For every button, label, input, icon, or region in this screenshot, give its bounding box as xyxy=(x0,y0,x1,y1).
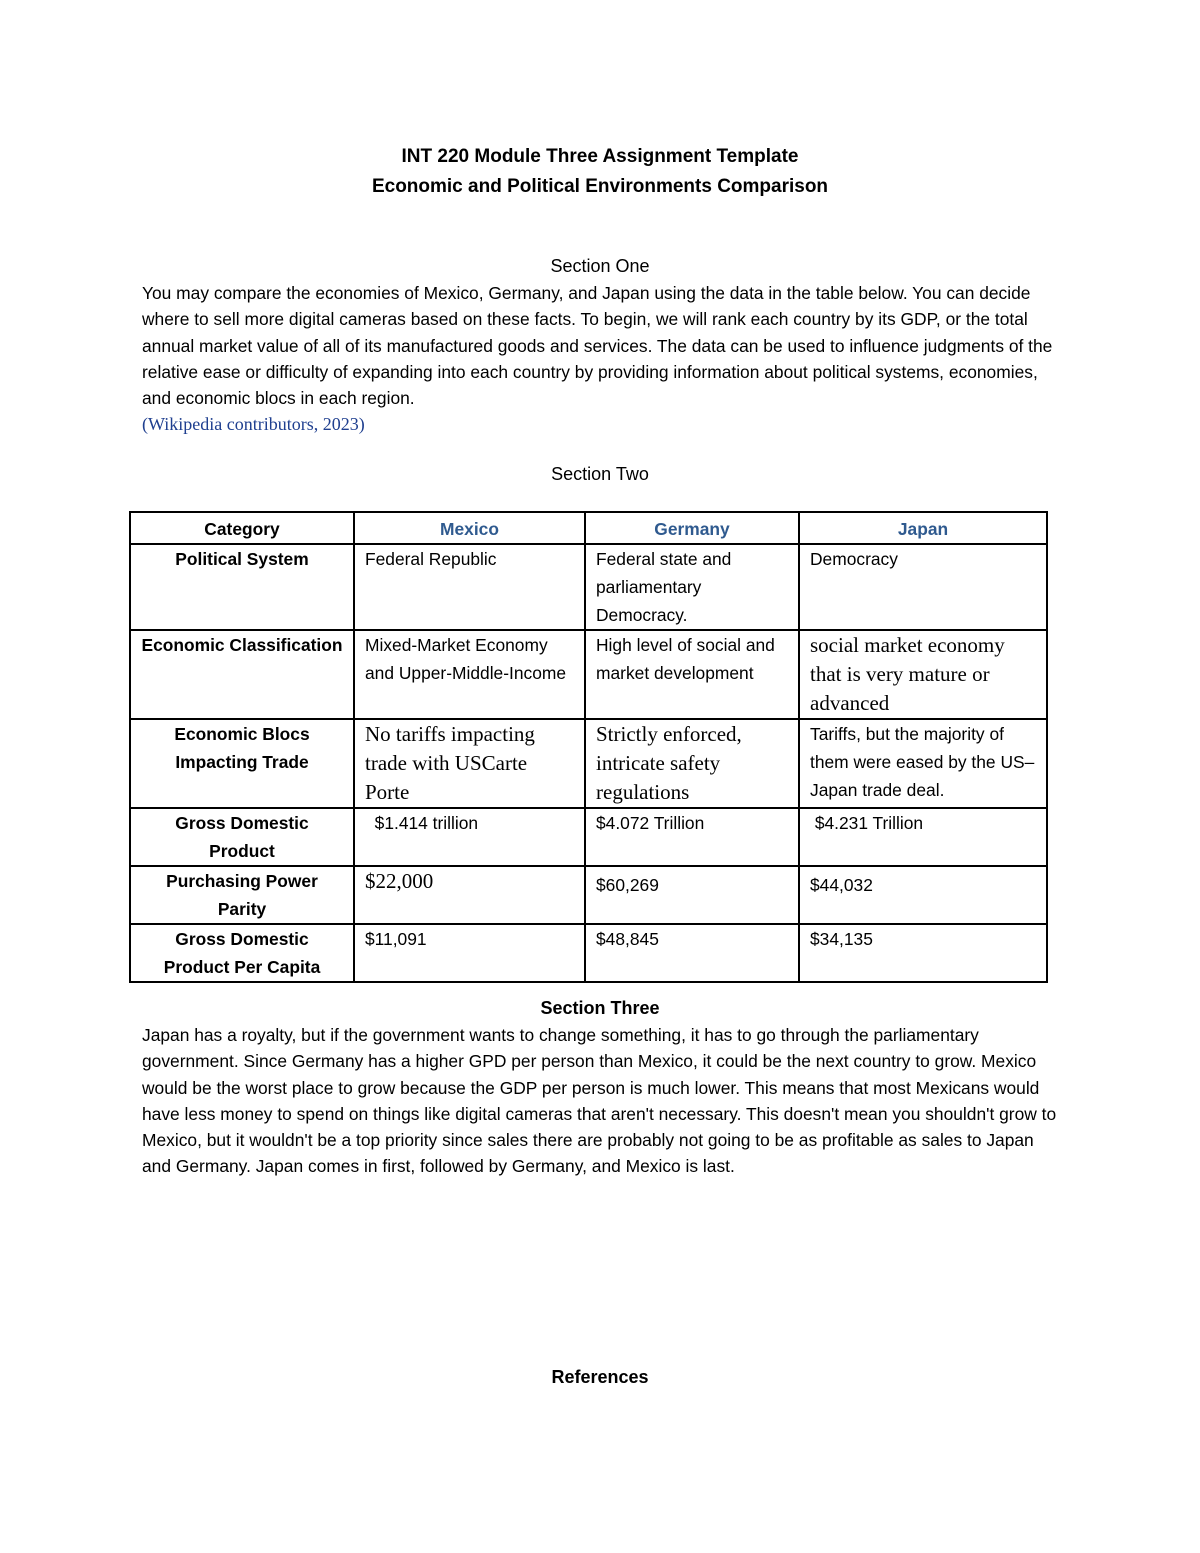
cell-mexico: Mixed-Market Economy and Upper-Middle-Income xyxy=(354,630,585,719)
cell-germany: $4.072 Trillion xyxy=(585,808,799,866)
cell-germany: Federal state and parliamentary Democracy. xyxy=(585,544,799,630)
cell-japan: Tariffs, but the majority of them were eased by the US–Japan trade deal. xyxy=(799,719,1047,808)
table-row xyxy=(130,630,1047,719)
cell-mexico: $11,091 xyxy=(354,924,585,982)
citation-link[interactable]: (Wikipedia contributors, 2023) xyxy=(142,414,365,435)
cell-japan: Democracy xyxy=(799,544,1047,630)
row-category: Economic Blocs Impacting Trade xyxy=(130,719,354,808)
section-two-heading: Section Two xyxy=(551,464,649,484)
cell-germany: $48,845 xyxy=(585,924,799,982)
header-germany: Germany xyxy=(585,512,799,544)
references-heading: References xyxy=(551,1367,649,1387)
row-category: Economic Classification xyxy=(130,630,354,719)
row-category: Gross Domestic Product xyxy=(130,808,354,866)
table-header-row xyxy=(130,512,1047,544)
cell-mexico: $1.414 trillion xyxy=(354,808,585,866)
section-one-body: You may compare the economies of Mexico, Germany, and Japan using the data in the table below. You can decide where to sell more digital cameras based on these facts. To begin, we will rank each country by its GDP, or the total annual market value of all of its manufactured goods and services. The data can be used to influence judgments of the relative ease or difficulty of expanding into each country by providing information about political systems, economies, and economic blocs in each region. xyxy=(142,283,1053,409)
document-title: INT 220 Module Three Assignment Template xyxy=(401,146,799,167)
table-row xyxy=(130,544,1047,630)
cell-mexico: Federal Republic xyxy=(354,544,585,630)
table-row xyxy=(130,924,1047,982)
cell-japan: $4.231 Trillion xyxy=(799,808,1047,866)
section-one-paragraph xyxy=(142,280,1062,438)
section-one-heading: Section One xyxy=(550,256,650,276)
cell-japan: $44,032 xyxy=(799,866,1047,924)
row-category: Purchasing Power Parity xyxy=(130,866,354,924)
row-category: Political System xyxy=(130,544,354,630)
header-japan: Japan xyxy=(799,512,1047,544)
document-subtitle: Economic and Political Environments Comparison xyxy=(371,176,829,197)
table-row xyxy=(130,808,1047,866)
cell-germany: $60,269 xyxy=(585,866,799,924)
cell-mexico: No tariffs impacting trade with USCarte Porte xyxy=(354,719,585,808)
table-row xyxy=(130,866,1047,924)
cell-japan: $34,135 xyxy=(799,924,1047,982)
section-three-heading: Section Three xyxy=(540,998,660,1018)
cell-germany: Strictly enforced, intricate safety regulations xyxy=(585,719,799,808)
header-category: Category xyxy=(130,512,354,544)
comparison-table xyxy=(129,511,1048,983)
header-mexico: Mexico xyxy=(354,512,585,544)
cell-germany: High level of social and market development xyxy=(585,630,799,719)
cell-japan: social market economy that is very mature or advanced xyxy=(799,630,1047,719)
table-row xyxy=(130,719,1047,808)
cell-mexico: $22,000 xyxy=(354,866,585,924)
section-three-body: Japan has a royalty, but if the government wants to change something, it has to go through the parliamentary government. Since Germany has a higher GPD per person than Mexico, it could be the next country to grow. Mexico would be the worst place to grow because the GDP per person is much lower. This means that most Mexicans would have less money to spend on things like digital cameras that aren't necessary. This doesn't mean you shouldn't grow to Mexico, but it wouldn't be a top priority since sales there are probably not going to be as profitable as sales to Japan and Germany. Japan comes in first, followed by Germany, and Mexico is last. xyxy=(142,1025,1057,1177)
row-category: Gross Domestic Product Per Capita xyxy=(130,924,354,982)
